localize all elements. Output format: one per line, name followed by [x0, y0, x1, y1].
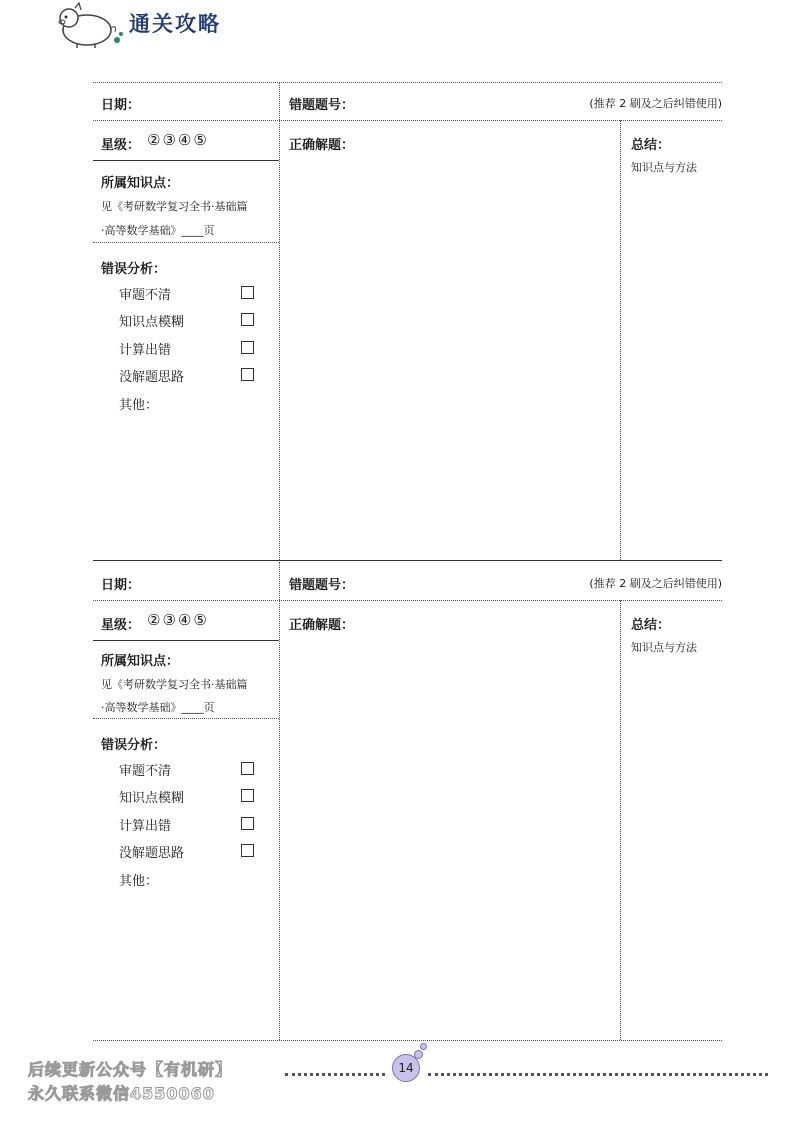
summary-subtitle: 知识点与方法	[631, 641, 697, 654]
pig-logo-icon	[55, 0, 125, 50]
other-label: 其他：	[119, 398, 159, 413]
knowledge-point-label: 所属知识点：	[101, 176, 180, 191]
option-no-solution-idea: 没解题思路	[119, 370, 185, 385]
option-calculation-error: 计算出错	[119, 819, 172, 834]
checkbox-no-solution-idea[interactable]	[241, 368, 254, 381]
bubble-decoration-icon	[420, 1043, 427, 1050]
star-level-label: 星级：	[101, 618, 141, 633]
option-misread-question: 审题不清	[119, 764, 172, 779]
error-analysis-label: 错误分析：	[101, 262, 167, 277]
watermark-text	[28, 1058, 232, 1106]
summary-label: 总结：	[631, 138, 671, 153]
error-record-card-2	[93, 562, 722, 1040]
watermark-line-2: 永久联系微信4550060	[28, 1084, 215, 1103]
option-fuzzy-knowledge: 知识点模糊	[119, 791, 185, 806]
footer-dotted-rule-left	[285, 1073, 385, 1076]
checkbox-no-solution-idea[interactable]	[241, 844, 254, 857]
star-level-options[interactable]: ②③④⑤	[147, 611, 209, 629]
checkbox-calculation-error[interactable]	[241, 817, 254, 830]
option-fuzzy-knowledge: 知识点模糊	[119, 315, 185, 330]
bubble-decoration-icon	[414, 1050, 423, 1059]
option-calculation-error: 计算出错	[119, 343, 172, 358]
footer-dotted-rule-right	[428, 1073, 768, 1076]
summary-subtitle: 知识点与方法	[631, 161, 697, 174]
date-label: 日期：	[101, 578, 141, 593]
reference-line-2: ·高等数学基础》____页	[101, 224, 215, 237]
reference-line-1: 见《考研数学复习全书·基础篇	[101, 200, 248, 213]
other-label: 其他：	[119, 874, 159, 889]
checkbox-misread-question[interactable]	[241, 286, 254, 299]
checkbox-fuzzy-knowledge[interactable]	[241, 789, 254, 802]
knowledge-point-label: 所属知识点：	[101, 654, 180, 669]
header-title: 通关攻略	[129, 11, 221, 36]
summary-label: 总结：	[631, 618, 671, 633]
reference-line-2: ·高等数学基础》____页	[101, 701, 215, 714]
checkbox-misread-question[interactable]	[241, 762, 254, 775]
page-header	[55, 0, 315, 60]
date-label: 日期：	[101, 98, 141, 113]
star-level-label: 星级：	[101, 138, 141, 153]
checkbox-calculation-error[interactable]	[241, 341, 254, 354]
option-misread-question: 审题不清	[119, 288, 172, 303]
recommend-note: (推荐 2 刷及之后纠错使用)	[589, 577, 722, 590]
checkbox-fuzzy-knowledge[interactable]	[241, 313, 254, 326]
star-level-options[interactable]: ②③④⑤	[147, 131, 209, 149]
reference-line-1: 见《考研数学复习全书·基础篇	[101, 678, 248, 691]
watermark-line-1: 后续更新公众号【有机研】	[28, 1060, 233, 1079]
error-analysis-label: 错误分析：	[101, 738, 167, 753]
page-number-badge: 14	[392, 1054, 420, 1082]
correct-solution-label: 正确解题：	[289, 618, 355, 633]
option-no-solution-idea: 没解题思路	[119, 846, 185, 861]
wrong-question-number-label: 错题题号：	[289, 578, 355, 593]
correct-solution-label: 正确解题：	[289, 138, 355, 153]
wrong-question-number-label: 错题题号：	[289, 98, 355, 113]
error-record-card-1	[93, 82, 722, 560]
recommend-note: (推荐 2 刷及之后纠错使用)	[589, 97, 722, 110]
